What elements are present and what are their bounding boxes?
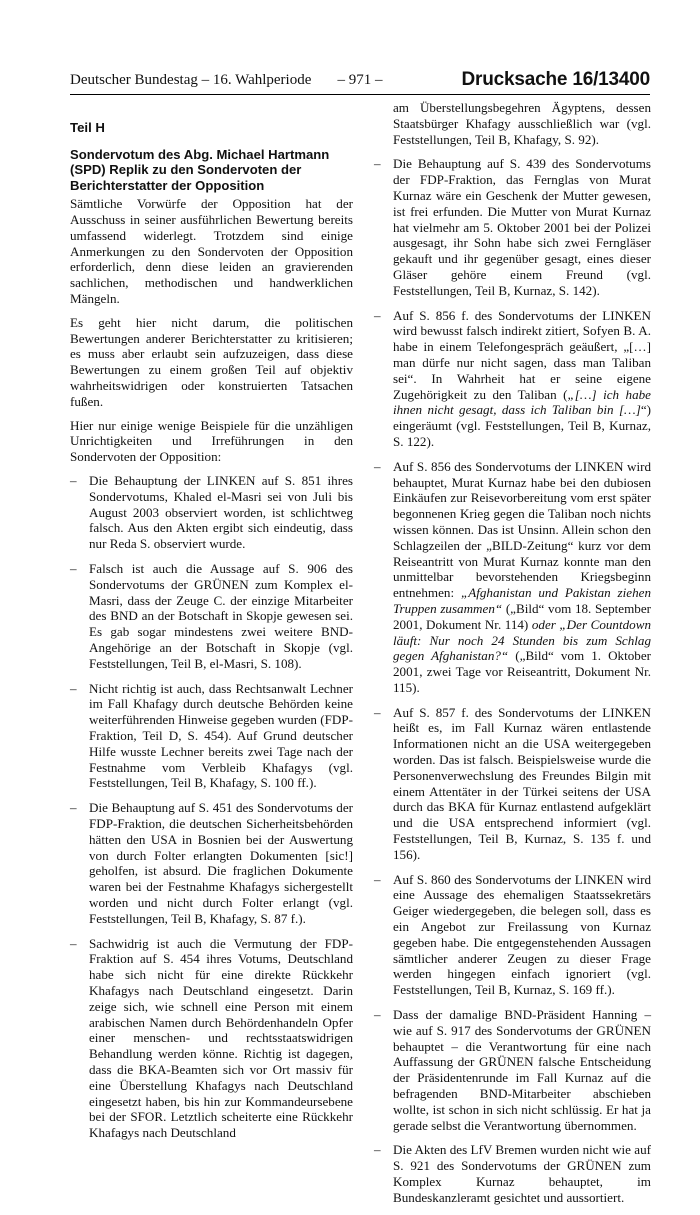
section-title: Sondervotum des Abg. Michael Hartmann (SPD) Replik zu den Sondervoten der Berichterstatter der Opposition <box>70 146 330 193</box>
list-item <box>374 1142 651 1205</box>
list-item-text <box>393 705 651 862</box>
list-item-text <box>393 459 651 695</box>
list-dash: – <box>374 704 381 720</box>
right-column <box>374 100 651 1215</box>
text-run: Die Akten des LfV Bremen wurden nicht wie auf S. 921 des Sondervotums der GRÜNEN zum Komplex Kurnaz behauptet, im Bundeskanzleramt gesichtet und aussortiert. <box>393 1142 651 1205</box>
list-item <box>374 705 651 863</box>
italic-quote: oder „Der Countdown läuft: Nur noch 24 Stunden bis zum Schlag gegen Afghanistan?“ <box>393 616 651 664</box>
list-dash: – <box>70 473 77 489</box>
list-dash: – <box>374 458 381 474</box>
header-parliament: Deutscher Bundestag – 16. Wahlperiode <box>70 72 312 88</box>
list-item <box>70 561 353 672</box>
list-dash: – <box>70 680 77 696</box>
list-dash: – <box>374 1142 381 1158</box>
list-item-text <box>393 308 651 449</box>
list-item-continuation: am Überstellungsbegehren Ägyptens, dessen Staatsbürger Khafagy ausschließlich war (vgl. Feststellungen, Teil B, Khafagy, S. 92). <box>393 100 651 147</box>
page-header <box>70 69 650 94</box>
text-run: („Bild“ vom 1. Oktober 2001, zwei Tage vor Reiseantritt, Dokument Nr. 115). <box>393 648 652 695</box>
list-dash: – <box>374 1007 381 1023</box>
text-run: Die Behauptung auf S. 439 des Sondervotums der FDP-Fraktion, das Fernglas von Murat Kurnaz wäre ein Geschenk der Mutter gewesen, ist frei erfunden. Die Mutter von Murat Kurnaz hat vielmehr am 5. Oktober 2001 bei der Polizei ausgesagt, ihr Sohn habe sich zwei Ferngläser gekauft und ihr gegenüber gesagt, eines dieser Gläser gehöre einem Freund (vgl. Feststellungen, Teil B, Kurnaz, S. 142). <box>393 156 651 298</box>
text-run: Dass der damalige BND-Präsident Hanning – wie auf S. 917 des Sondervotums der GRÜNEN behauptet – die Verantwortung für eine nach Auffassung der GRÜNEN falsche Entscheidung der Präsidentenrunde im Fall Kurnaz auf die befragenden BND-Mitarbeiter abschieben wollte, ist schon in sich nicht schlüssig. Er hat ja gerade selbst die Verantwortung übernommen. <box>393 1007 651 1133</box>
list-item-text: Nicht richtig ist auch, dass Rechtsanwalt Lechner im Fall Khafagy durch deutsche Behörden keine weiterführenden Hinweise gegeben wurden (FDP-Fraktion, Teil D, S. 454). Auf Grund deutscher Hilfe wusste Lechner bereits zwei Tage nach der Festnahme vom Verbleib Khafagys (vgl. Feststellungen, Teil B, Khafagy, S. 100 ff.). <box>89 680 353 791</box>
list-dash: – <box>70 935 77 951</box>
text-run: Auf S. 856 f. des Sondervotums der LINKEN wird bewusst falsch indirekt zitiert, Sofyen B. A. habe in einem Telefongespräch geäußert, „[…] man dürfe nur nicht sagen, dass man Taliban sei“. In Wahrheit hat er seine eigene Zugehörigkeit zu den Taliban ( <box>393 307 651 402</box>
list-item <box>374 872 651 998</box>
list-dash: – <box>70 561 77 577</box>
list-item-text <box>393 1142 651 1204</box>
list-item-text: Die Behauptung auf S. 451 des Sondervotums der FDP-Fraktion, die deutschen Sicherheitsbehörden hätten den USA in Bosnien bei der Auswertung von durch Folter erlangten Dokumenten [sic!] geholfen, ist absurd. Die fraglichen Dokumente waren bei der Festnahme Khafagys sichergestellt worden und nicht durch Folter erlangt (vgl. Feststellungen, Teil B, Khafagy, S. 87 f.). <box>89 800 353 926</box>
page-number: – 971 – <box>337 72 383 88</box>
list-item-text: Falsch ist auch die Aussage auf S. 906 des Sondervotums der GRÜNEN zum Komplex el-Masri, dass der Zeuge C. der einzige Mitarbeiter des BND an der Botschaft in Skopje gewesen sei. Es gab sogar mindestens zwei weitere BND-Angehörige an der Botschaft in Skopje (vgl. Feststellungen, Teil B, el-Masri, S. 108). <box>89 561 353 671</box>
document-number <box>462 69 650 91</box>
text-run: („Bild“ vom 18. September 2001, Dokument Nr. 114) <box>393 600 651 632</box>
list-dash: – <box>374 871 381 887</box>
list-item <box>374 156 651 298</box>
paragraph: Es geht hier nicht darum, die politischen Bewertungen anderer Berichterstatter zu kritisieren; es muss aber erlaubt sein aufzuzeigen, dass diese Bewertungen zu einem großen Teil auf objektiv wahrheitswidrigen oder konstruierten Tatsachen fußen. <box>70 314 353 409</box>
list-item <box>70 936 353 1141</box>
list-dash: – <box>374 156 381 172</box>
list-item-text <box>393 872 651 998</box>
paragraph: Hier nur einige wenige Beispiele für die unzähligen Unrichtigkeiten und Irreführungen in den Sondervoten der Opposition: <box>70 417 353 465</box>
document-label: Drucksache 16/ <box>461 69 599 90</box>
text-run: Auf S. 856 des Sondervotums der LINKEN wird behauptet, Murat Kurnaz habe bei den dubiosen Einkäufen zur Reisevorbereitung vom erst später begonnenen Krieg gegen die Taliban noch nichts wissen können. Das ist Unsinn. Allein schon den Schlagzeilen der „BILD-Zeitung“ kurz vor dem Reiseantritt von Murat Kurnaz konnte man den unmittelbar bevorstehenden Kriegsbeginn entnehmen: <box>393 458 651 601</box>
list-item-text: Die Behauptung der LINKEN auf S. 851 ihres Sondervotums, Khaled el-Masri sei von Juli bis August 2003 observiert worden, ist schlichtweg falsch. Aus den Akten ergibt sich eindeutig, dass nur Reda S. observiert wurde. <box>89 473 353 552</box>
text-run: Auf S. 857 f. des Sondervotums der LINKEN heißt es, im Fall Kurnaz wären entlastende Informationen nicht an die USA weitergegeben worden. Das ist falsch. Beispielsweise wurde die Personenverwechslung des Freundes Bilgin mit einem Attentäter in der Türkei seitens der USA durch das BKA für Kurnaz entlastend aufgeklärt und die USA entsprechend informiert (vgl. Feststellungen, Teil B, Kurnaz, S. 135 f. und 156). <box>393 704 651 862</box>
header-rule <box>70 94 650 95</box>
list-dash: – <box>70 800 77 816</box>
findings-list-continued <box>374 156 651 1205</box>
left-column <box>70 112 353 1150</box>
list-item <box>70 800 353 926</box>
paragraph: Sämtliche Vorwürfe der Opposition hat der Ausschuss in seiner ausführlichen Bewertung bereits umfassend widerlegt. Trotzdem sind einige Anmerkungen zu den Sondervoten der Opposition erforderlich, denn diese leiden an gravierenden sachlichen, methodischen und handwerklichen Mängeln. <box>70 196 353 307</box>
italic-quote: „Afghanistan und Pakistan ziehen Truppen zusammen“ <box>393 585 652 616</box>
list-item-text <box>393 156 651 297</box>
text-run: “) eingeräumt (vgl. Feststellungen, Teil B, Kurnaz, S. 122). <box>393 402 651 449</box>
list-dash: – <box>374 307 381 323</box>
list-item <box>374 308 651 450</box>
text-run: Auf S. 860 des Sondervotums der LINKEN wird eine Aussage des ehemaligen Staatssekretärs Geiger wiedergegeben, die belegen soll, dass es ein Angebot zur Freilassung von Kurnaz gegeben habe. Die entgegenstehenden Aussagen sämtlicher anderer Zeugen zu dieser Frage werden hingegen einfach ignoriert (vgl. Feststellungen, Teil B, Kurnaz, S. 169 ff.). <box>393 871 651 998</box>
document-number-value: 13400 <box>598 69 650 90</box>
list-item <box>374 1007 651 1133</box>
list-item <box>70 681 353 792</box>
italic-quote: „[…] ich habe ihnen nicht gesagt, dass ich Taliban bin […] <box>393 386 651 418</box>
list-item-text <box>393 1007 651 1133</box>
findings-list <box>70 473 353 1141</box>
list-item <box>374 459 651 696</box>
part-title: Teil H <box>70 120 105 135</box>
list-item <box>70 473 353 552</box>
list-item-text: Sachwidrig ist auch die Vermutung der FDP-Fraktion auf S. 454 ihres Votums, Deutschland habe sich nicht für eine direkte Rückkehr Khafagys nach Deutschland eingesetzt. Darin zeige sich, wie schnell eine Person mit einem arabischen Namen durch Behördenhandeln Opfer einer menschen- und rechtsstaatswidrigen Behandlung werden könne. Richtig ist dagegen, dass die BKA-Beamten sich vor Ort massiv für eine Überstellung Khafagys nach Deutschland eingesetzt haben, bis hin zur Kommandeursebene bei der SFOR. Letztlich scheiterte eine Rückkehr Khafagys nach Deutschland <box>89 935 353 1141</box>
